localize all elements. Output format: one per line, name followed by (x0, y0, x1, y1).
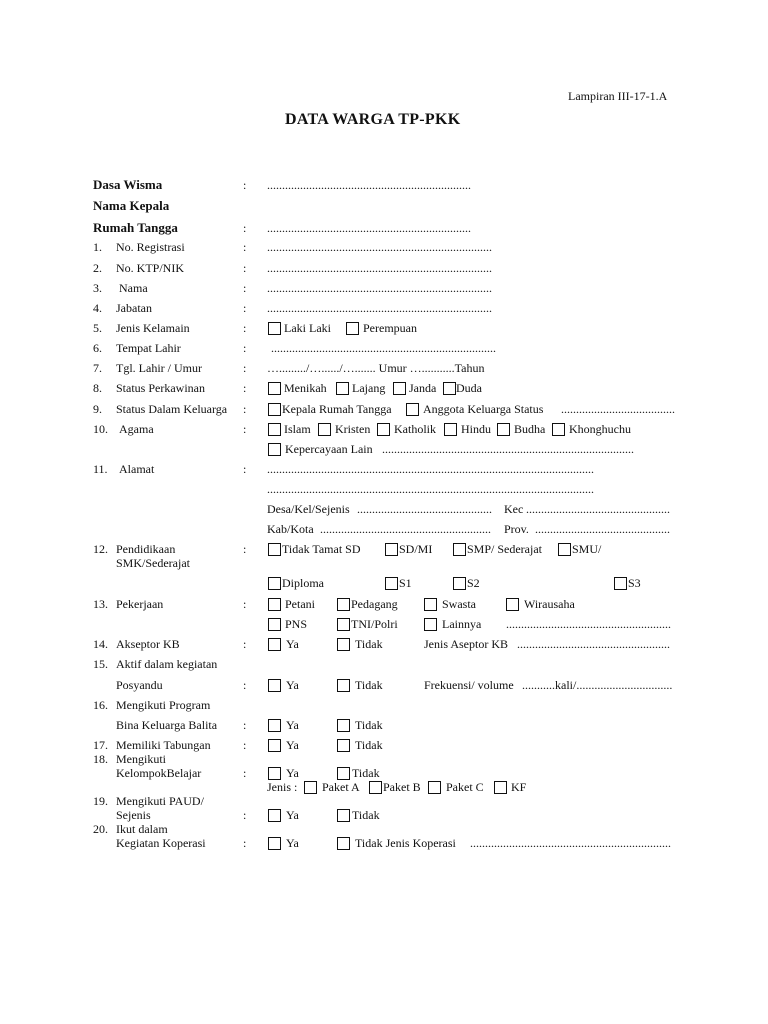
perempuan-label: Perempuan (363, 321, 417, 335)
colon: : (243, 422, 247, 436)
frekuensi-field[interactable]: ...........kali/................................ (522, 678, 673, 692)
colon: : (243, 381, 247, 395)
colon: : (243, 678, 247, 692)
tgl-lahir-field[interactable]: …........./…....../…....... Umur …...........Tahun (267, 361, 485, 375)
pedagang-label: Pedagang (351, 597, 398, 611)
laki-laki-checkbox[interactable] (268, 322, 281, 335)
tidak-label: Tidak (352, 808, 380, 822)
colon: : (243, 221, 247, 235)
kelompok-ya-checkbox[interactable] (268, 767, 281, 780)
colon: : (243, 738, 247, 752)
colon: : (243, 402, 247, 416)
kelompok-belajar-label: KelompokBelajar (116, 766, 202, 780)
pekerjaan-label: Pekerjaan (116, 597, 164, 611)
s1-checkbox[interactable] (385, 577, 398, 590)
dasa-wisma-field[interactable]: .................................................................... (267, 178, 471, 192)
colon: : (243, 637, 247, 651)
item-number: 12. (93, 542, 108, 556)
kec-field[interactable]: ................................................ (526, 502, 670, 516)
kec-label: Kec (504, 502, 524, 516)
bkb-ya-checkbox[interactable] (268, 719, 281, 732)
janda-checkbox[interactable] (393, 382, 406, 395)
swasta-label: Swasta (442, 597, 476, 611)
khonghuchu-label: Khonghuchu (569, 422, 631, 436)
janda-label: Janda (409, 381, 437, 395)
colon: : (243, 178, 247, 192)
tabungan-tidak-checkbox[interactable] (337, 739, 350, 752)
colon: : (243, 240, 247, 254)
menikah-checkbox[interactable] (268, 382, 281, 395)
paket-b-checkbox[interactable] (369, 781, 382, 794)
colon: : (243, 718, 247, 732)
rumah-tangga-field[interactable]: .................................................................... (267, 221, 471, 235)
tidak-tamat-sd-checkbox[interactable] (268, 543, 281, 556)
tidak-jenis-koperasi-label: Tidak Jenis Koperasi (355, 836, 456, 850)
s3-checkbox[interactable] (614, 577, 627, 590)
katholik-checkbox[interactable] (377, 423, 390, 436)
no-ktp-field[interactable]: ........................................................................... (267, 261, 492, 275)
bkb-tidak-checkbox[interactable] (337, 719, 350, 732)
paud-tidak-checkbox[interactable] (337, 809, 350, 822)
item-number: 16. (93, 698, 108, 712)
diploma-label: Diploma (282, 576, 324, 590)
kepala-rumah-tangga-checkbox[interactable] (268, 403, 281, 416)
ya-label: Ya (286, 678, 299, 692)
paket-c-checkbox[interactable] (428, 781, 441, 794)
ikut-dalam-label: Ikut dalam (116, 822, 168, 836)
jabatan-field[interactable]: ........................................................................... (267, 301, 492, 315)
tabungan-ya-checkbox[interactable] (268, 739, 281, 752)
sejenis-label: Sejenis (116, 808, 151, 822)
item-number: 14. (93, 637, 108, 651)
akseptor-tidak-checkbox[interactable] (337, 638, 350, 651)
ya-label: Ya (286, 808, 299, 822)
colon: : (243, 597, 247, 611)
kab-kota-label: Kab/Kota (267, 522, 314, 536)
smu-checkbox[interactable] (558, 543, 571, 556)
kegiatan-koperasi-label: Kegiatan Koperasi (116, 836, 206, 850)
menikah-label: Menikah (284, 381, 327, 395)
bina-keluarga-balita-label: Bina Keluarga Balita (116, 718, 218, 732)
item-number: 10. (93, 422, 108, 436)
item-number: 8. (93, 381, 102, 395)
pns-checkbox[interactable] (268, 618, 281, 631)
kf-label: KF (511, 780, 527, 794)
item-number: 1. (93, 240, 102, 254)
kelompok-tidak-checkbox[interactable] (337, 767, 350, 780)
lajang-label: Lajang (352, 381, 386, 395)
hindu-checkbox[interactable] (444, 423, 457, 436)
smu-label: SMU/ (572, 542, 602, 556)
posyandu-tidak-checkbox[interactable] (337, 679, 350, 692)
wirausaha-checkbox[interactable] (506, 598, 519, 611)
jenis-label: Jenis : (267, 780, 298, 794)
aktif-kegiatan-label: Aktif dalam kegiatan (116, 657, 218, 671)
tni-polri-checkbox[interactable] (337, 618, 350, 631)
budha-label: Budha (514, 422, 546, 436)
ya-label: Ya (286, 637, 299, 651)
pendidikan-label-2: SMK/Sederajat (116, 556, 190, 570)
anggota-keluarga-checkbox[interactable] (406, 403, 419, 416)
nama-label: Nama (119, 281, 148, 295)
lainnya-label: Lainnya (442, 617, 482, 631)
colon: : (243, 341, 247, 355)
duda-label: Duda (456, 381, 482, 395)
tidak-label: Tidak (355, 718, 383, 732)
colon: : (243, 808, 247, 822)
islam-label: Islam (284, 422, 311, 436)
colon: : (243, 361, 247, 375)
islam-checkbox[interactable] (268, 423, 281, 436)
posyandu-ya-checkbox[interactable] (268, 679, 281, 692)
memiliki-tabungan-label: Memiliki Tabungan (116, 738, 211, 752)
nama-field[interactable]: ........................................................................... (267, 281, 492, 295)
sd-mi-label: SD/MI (399, 542, 433, 556)
status-keluarga-field[interactable]: ...................................... (561, 402, 675, 416)
pns-label: PNS (285, 617, 308, 631)
tempat-lahir-field[interactable]: ........................................................................... (271, 341, 496, 355)
laki-laki-label: Laki Laki (284, 321, 331, 335)
kepala-rumah-tangga-label: Kepala Rumah Tangga (282, 402, 392, 416)
colon: : (243, 261, 247, 275)
item-number: 19. (93, 794, 108, 808)
lainnya-checkbox[interactable] (424, 618, 437, 631)
petani-checkbox[interactable] (268, 598, 281, 611)
smp-label: SMP/ Sederajat (467, 542, 542, 556)
jenis-aseptor-field[interactable]: ................................................... (517, 637, 670, 651)
tidak-tamat-sd-label: Tidak Tamat SD (282, 542, 361, 556)
jenis-koperasi-field[interactable]: ................................................................... (470, 836, 671, 850)
tidak-label: Tidak (355, 738, 383, 752)
kf-checkbox[interactable] (494, 781, 507, 794)
koperasi-ya-checkbox[interactable] (268, 837, 281, 850)
kepercayaan-lain-field[interactable]: .................................................................................... (382, 442, 634, 456)
tgl-lahir-label: Tgl. Lahir / Umur (116, 361, 202, 375)
kristen-label: Kristen (335, 422, 371, 436)
tidak-label: Tidak (352, 766, 380, 780)
prov-field[interactable]: ............................................. (535, 522, 670, 536)
wirausaha-label: Wirausaha (524, 597, 575, 611)
item-number: 3. (93, 281, 102, 295)
colon: : (243, 321, 247, 335)
tidak-label: Tidak (355, 678, 383, 692)
item-number: 5. (93, 321, 102, 335)
ya-label: Ya (286, 718, 299, 732)
item-number: 15. (93, 657, 108, 671)
alamat-field-2[interactable]: ............................................................................................................. (267, 482, 594, 496)
item-number: 9. (93, 402, 102, 416)
item-number: 20. (93, 822, 108, 836)
diploma-checkbox[interactable] (268, 577, 281, 590)
nama-kepala-label: Nama Kepala (93, 198, 170, 213)
colon: : (243, 281, 247, 295)
dasa-wisma-label: Dasa Wisma (93, 177, 163, 192)
paket-a-checkbox[interactable] (304, 781, 317, 794)
smp-checkbox[interactable] (453, 543, 466, 556)
s3-label: S3 (628, 576, 641, 590)
colon: : (243, 836, 247, 850)
alamat-field-1[interactable]: ............................................................................................................. (267, 462, 594, 476)
paud-ya-checkbox[interactable] (268, 809, 281, 822)
paket-a-label: Paket A (322, 780, 360, 794)
jenis-kelamin-label: Jenis Kelamain (116, 321, 190, 335)
anggota-keluarga-label: Anggota Keluarga Status (423, 402, 544, 416)
item-number: 11. (93, 462, 108, 476)
s1-label: S1 (399, 576, 412, 590)
mengikuti-program-label: Mengikuti Program (116, 698, 211, 712)
desa-label: Desa/Kel/Sejenis (267, 502, 350, 516)
mengikuti-paud-label: Mengikuti PAUD/ (116, 794, 204, 808)
perempuan-checkbox[interactable] (346, 322, 359, 335)
paket-c-label: Paket C (446, 780, 484, 794)
no-registrasi-field[interactable]: ........................................................................... (267, 240, 492, 254)
kristen-checkbox[interactable] (318, 423, 331, 436)
s2-label: S2 (467, 576, 480, 590)
status-perkawinan-label: Status Perkawinan (116, 381, 205, 395)
jabatan-label: Jabatan (116, 301, 152, 315)
agama-label: Agama (119, 422, 154, 436)
koperasi-tidak-checkbox[interactable] (337, 837, 350, 850)
prov-label: Prov. (504, 522, 529, 536)
khonghuchu-checkbox[interactable] (552, 423, 565, 436)
kepercayaan-lain-label: Kepercayaan Lain (285, 442, 373, 456)
colon: : (243, 766, 247, 780)
kab-kota-field[interactable]: ......................................................... (320, 522, 491, 536)
duda-checkbox[interactable] (443, 382, 456, 395)
no-ktp-label: No. KTP/NIK (116, 261, 184, 275)
akseptor-ya-checkbox[interactable] (268, 638, 281, 651)
pendidikan-label: Pendidikaan (116, 542, 176, 556)
sd-mi-checkbox[interactable] (385, 543, 398, 556)
item-number: 4. (93, 301, 102, 315)
item-number: 6. (93, 341, 102, 355)
ya-label: Ya (286, 738, 299, 752)
rumah-tangga-label: Rumah Tangga (93, 220, 178, 235)
desa-field[interactable]: ............................................. (357, 502, 492, 516)
item-number: 17. (93, 738, 108, 752)
item-number: 2. (93, 261, 102, 275)
alamat-label: Alamat (119, 462, 155, 476)
colon: : (243, 542, 247, 556)
posyandu-label: Posyandu (116, 678, 163, 692)
colon: : (243, 462, 247, 476)
colon: : (243, 301, 247, 315)
tempat-lahir-label: Tempat Lahir (116, 341, 181, 355)
item-number: 13. (93, 597, 108, 611)
mengikuti-label: Mengikuti (116, 752, 166, 766)
katholik-label: Katholik (394, 422, 436, 436)
petani-label: Petani (285, 597, 315, 611)
ya-label: Ya (286, 766, 299, 780)
tni-polri-label: TNI/Polri (351, 617, 398, 631)
kepercayaan-lain-checkbox[interactable] (268, 443, 281, 456)
lajang-checkbox[interactable] (336, 382, 349, 395)
swasta-checkbox[interactable] (424, 598, 437, 611)
page-title: DATA WARGA TP-PKK (285, 111, 461, 128)
s2-checkbox[interactable] (453, 577, 466, 590)
pedagang-checkbox[interactable] (337, 598, 350, 611)
akseptor-kb-label: Akseptor KB (116, 637, 180, 651)
frekuensi-label: Frekuensi/ volume (424, 678, 514, 692)
hindu-label: Hindu (461, 422, 491, 436)
paket-b-label: Paket B (383, 780, 421, 794)
item-number: 7. (93, 361, 102, 375)
no-registrasi-label: No. Registrasi (116, 240, 185, 254)
item-number: 18. (93, 752, 108, 766)
lainnya-field[interactable]: ....................................................... (506, 617, 671, 631)
tidak-label: Tidak (355, 637, 383, 651)
ya-label: Ya (286, 836, 299, 850)
status-keluarga-label: Status Dalam Keluarga (116, 402, 228, 416)
budha-checkbox[interactable] (497, 423, 510, 436)
jenis-aseptor-label: Jenis Aseptor KB (424, 637, 508, 651)
attachment-label: Lampiran III-17-1.A (568, 89, 668, 103)
